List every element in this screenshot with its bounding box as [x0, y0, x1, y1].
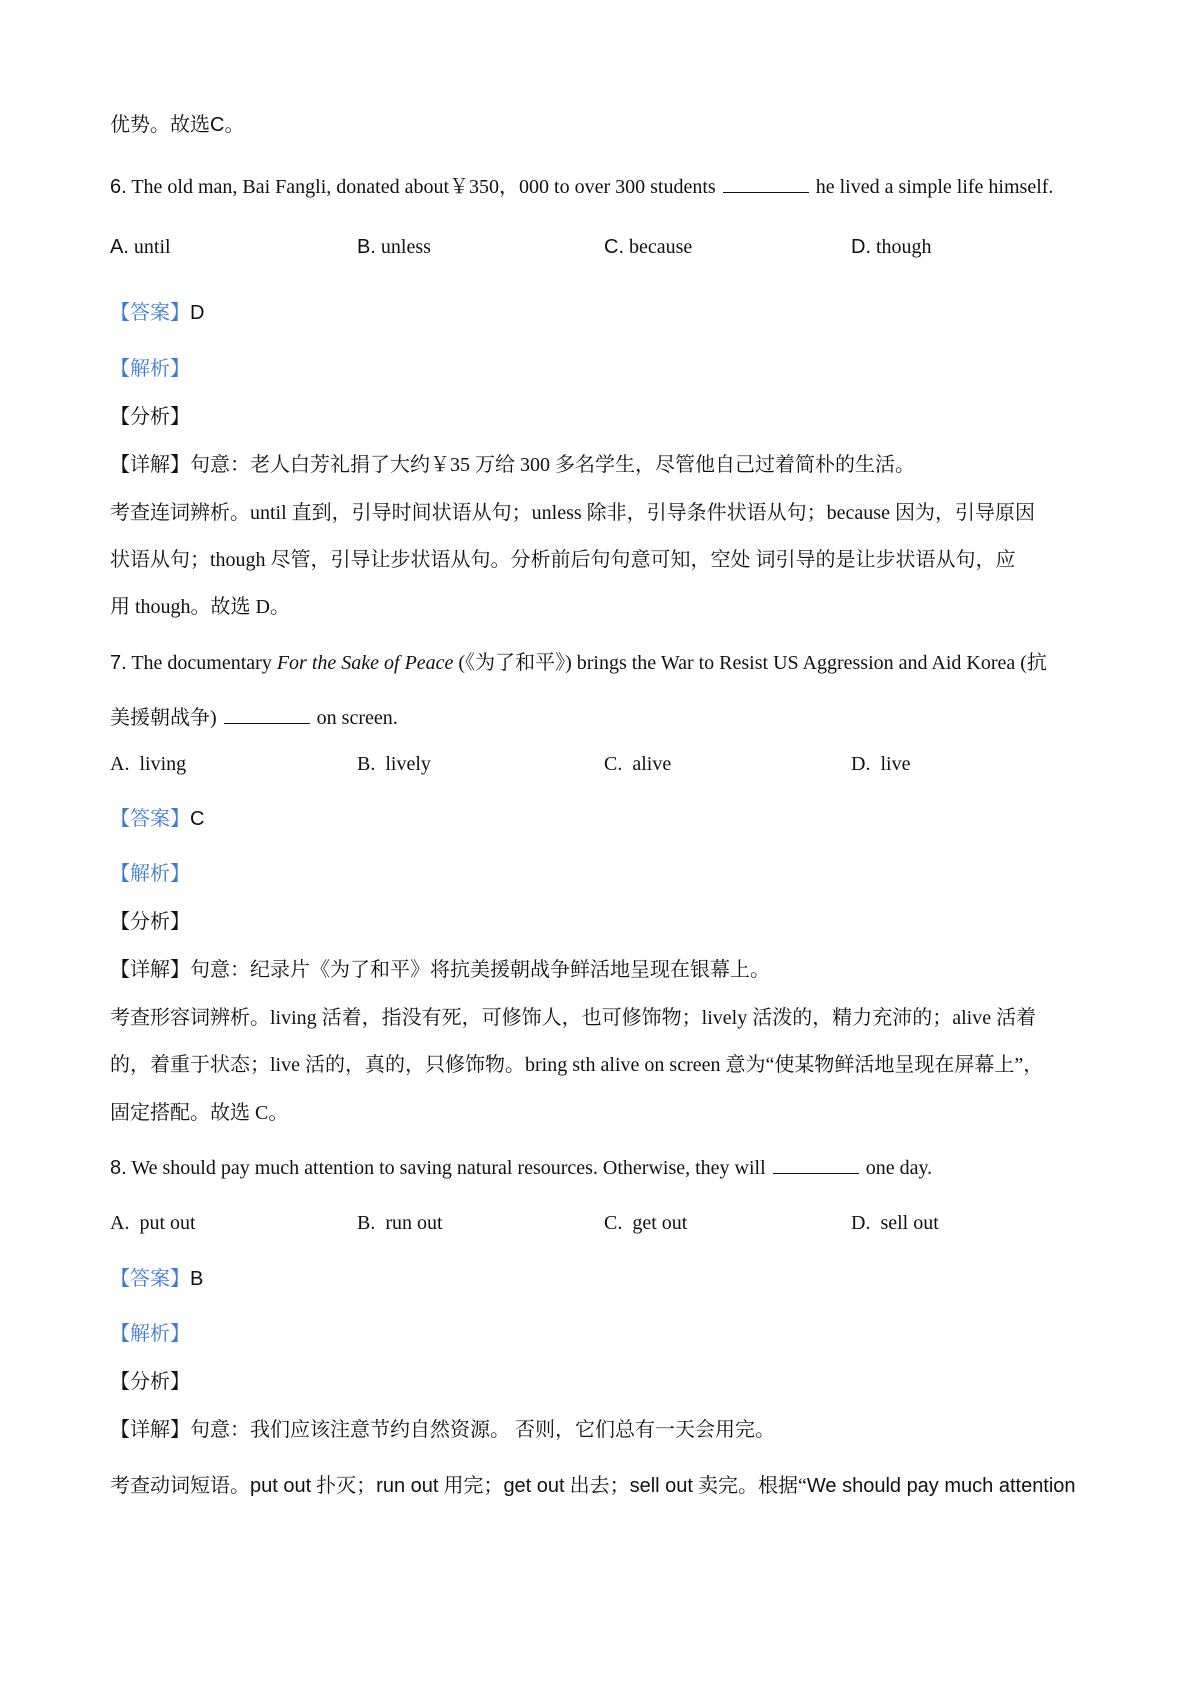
- stem-part: one day.: [865, 1157, 933, 1179]
- explain-part: 考查动词短语。: [110, 1475, 250, 1497]
- answer-line: [110, 1266, 203, 1292]
- explain-line: 固定搭配。故选 C。: [110, 1102, 289, 1124]
- analysis-label: 【解析】: [110, 1323, 190, 1345]
- answer-label: 【答案】: [110, 1268, 190, 1290]
- option-a: [110, 234, 171, 260]
- analysis-label: 【解析】: [110, 863, 190, 885]
- option-letter: A.: [110, 1212, 130, 1234]
- option-text: unless: [380, 236, 431, 258]
- option-text: until: [133, 236, 171, 258]
- phrase: get out: [503, 1475, 565, 1497]
- answer-label: 【答案】: [110, 302, 190, 324]
- question-7-stem-cont: [110, 705, 398, 731]
- option-d: [851, 1210, 939, 1236]
- option-letter: D.: [851, 236, 871, 258]
- option-text: though: [876, 236, 932, 258]
- intro-end: 。: [224, 114, 245, 136]
- question-6-stem: [110, 174, 1053, 200]
- fenxi-label: 【分析】: [110, 911, 190, 933]
- answer-label: 【答案】: [110, 808, 190, 830]
- film-title: For the Sake of Peace: [276, 652, 454, 674]
- option-text: live: [880, 753, 911, 775]
- option-a: [110, 1210, 196, 1236]
- option-d: [851, 751, 910, 777]
- option-text: get out: [632, 1212, 688, 1234]
- detail-line: 【详解】句意：我们应该注意节约自然资源。 否则，它们总有一天会用完。: [110, 1419, 775, 1441]
- option-letter: A.: [110, 236, 129, 258]
- option-letter: A.: [110, 753, 130, 775]
- fenxi-label: 【分析】: [110, 406, 190, 428]
- intro-line: [110, 112, 244, 138]
- option-letter: B.: [357, 1212, 376, 1234]
- option-d: [851, 234, 932, 260]
- answer-line: [110, 806, 204, 832]
- option-b: [357, 234, 431, 260]
- question-number: 6.: [110, 176, 127, 198]
- option-text: alive: [632, 753, 672, 775]
- option-letter: C.: [604, 1212, 623, 1234]
- explain-line: 的，着重于状态；live 活的，真的，只修饰物。bring sth alive on screen 意为“使某物鲜活地呈现在屏幕上”，: [110, 1054, 1044, 1076]
- blank: [773, 1155, 859, 1174]
- explain-part: 出去；: [564, 1475, 630, 1497]
- explain-line: 用 though。故选 D。: [110, 596, 290, 618]
- option-text: living: [139, 753, 187, 775]
- question-number: 7.: [110, 652, 127, 674]
- explain-line: 考查形容词辨析。living 活着，指没有死，可修饰人，也可修饰物；lively 活泼的，精力充沛的；alive 活着: [110, 1007, 1037, 1029]
- stem-part: The old man, Bai Fangli, donated about￥350，000 to over 300 students: [131, 176, 716, 198]
- answer-value: D: [190, 302, 205, 324]
- explain-part: 用完；: [438, 1475, 504, 1497]
- blank: [723, 174, 809, 193]
- analysis-label: 【解析】: [110, 358, 190, 380]
- option-letter: B.: [357, 236, 376, 258]
- option-letter: C.: [604, 236, 624, 258]
- detail-line: 【详解】句意：纪录片《为了和平》将抗美援朝战争鲜活地呈现在银幕上。: [110, 959, 770, 981]
- stem-part: We should pay much attention to saving natural resources. Otherwise, they will: [131, 1157, 766, 1179]
- detail-line: 【详解】句意：老人白芳礼捐了大约￥35 万给 300 多名学生，尽管他自己过着简朴的生活。: [110, 454, 915, 476]
- answer-line: [110, 300, 204, 326]
- option-letter: C.: [604, 753, 623, 775]
- explain-part: 扑灭；: [311, 1475, 377, 1497]
- option-text: run out: [385, 1212, 443, 1234]
- stem-part: on screen.: [316, 707, 398, 729]
- option-c: [604, 234, 692, 260]
- option-b: [357, 1210, 443, 1236]
- quote: We should pay much attention: [806, 1475, 1076, 1497]
- option-letter: D.: [851, 753, 871, 775]
- answer-value: C: [190, 808, 205, 830]
- intro-text: 优势。故选: [110, 114, 210, 136]
- stem-part: he lived a simple life himself.: [815, 176, 1054, 198]
- option-c: [604, 1210, 687, 1236]
- option-letter: D.: [851, 1212, 871, 1234]
- stem-part: The documentary: [131, 652, 272, 674]
- option-text: lively: [385, 753, 431, 775]
- option-letter: B.: [357, 753, 376, 775]
- option-b: [357, 751, 431, 777]
- option-c: [604, 751, 671, 777]
- answer-value: B: [190, 1268, 204, 1290]
- stem-part: 美援朝战争): [110, 707, 217, 729]
- explain-line: 考查连词辨析。until 直到，引导时间状语从句；unless 除非，引导条件状语从句；because 因为，引导原因: [110, 502, 1035, 524]
- explain-part: 卖完。根据“: [692, 1475, 807, 1497]
- option-text: because: [629, 236, 693, 258]
- option-text: put out: [139, 1212, 196, 1234]
- phrase: run out: [376, 1475, 439, 1497]
- question-7-stem: [110, 650, 1047, 676]
- question-number: 8.: [110, 1157, 127, 1179]
- option-a: [110, 751, 186, 777]
- phrase: put out: [250, 1475, 312, 1497]
- blank: [224, 705, 310, 724]
- stem-part: (《为了和平》) brings the War to Resist US Aggression and Aid Korea (抗: [458, 652, 1047, 674]
- explain-line: 状语从句；though 尽管，引导让步状语从句。分析前后句句意可知，空处 词引导的是让步状语从句，应: [110, 549, 1016, 571]
- explain-line: [110, 1473, 1076, 1499]
- fenxi-label: 【分析】: [110, 1371, 190, 1393]
- phrase: sell out: [629, 1475, 693, 1497]
- option-text: sell out: [880, 1212, 939, 1234]
- question-8-stem: [110, 1155, 932, 1181]
- intro-letter: C: [210, 114, 225, 136]
